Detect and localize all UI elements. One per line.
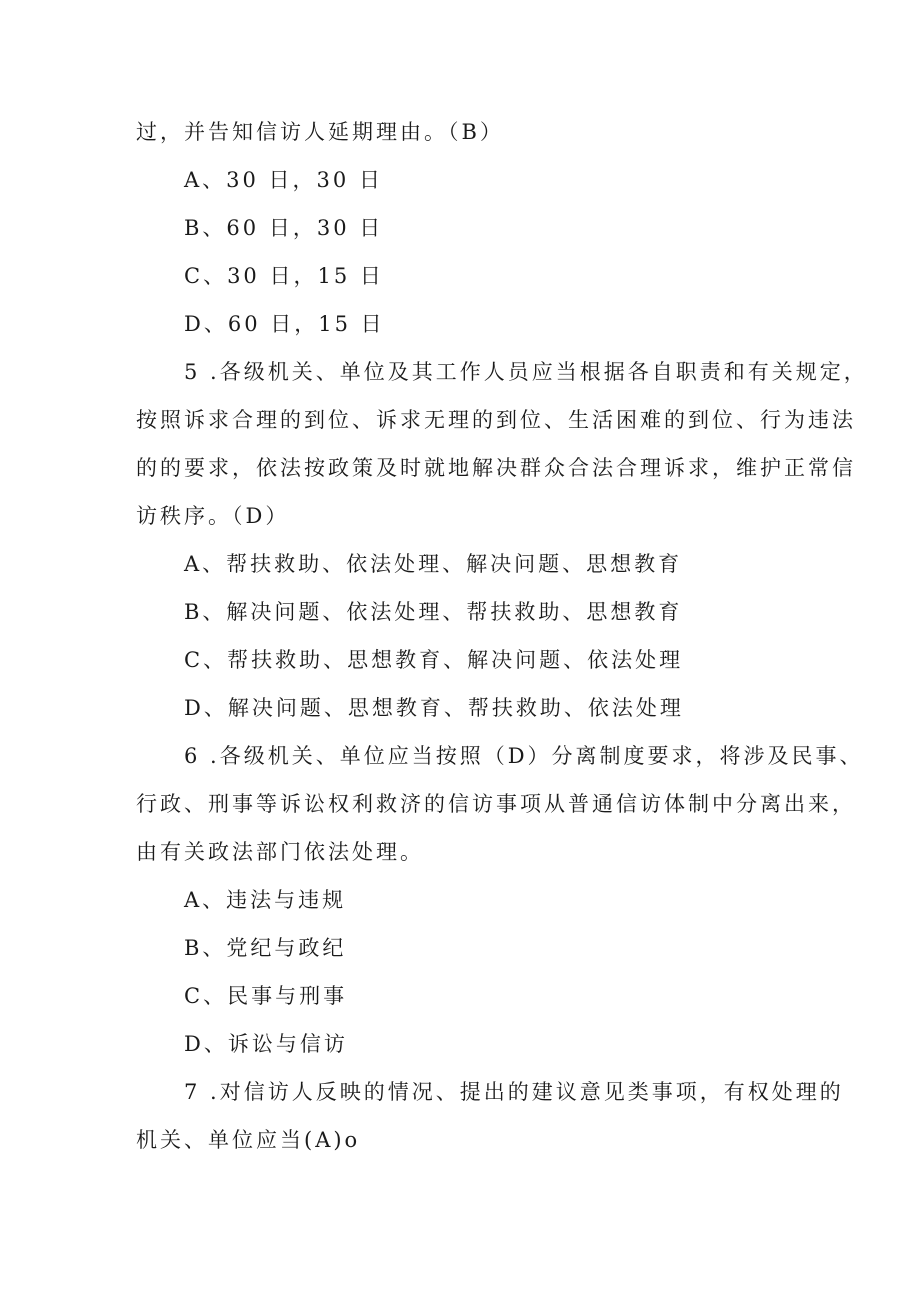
q6-question-line-1: 6 .各级机关、单位应当按照（D）分离制度要求，将涉及民事、: [184, 744, 864, 768]
q4-option-d: D、60 日，15 日: [184, 312, 385, 336]
q5-option-c: C、帮扶救助、思想教育、解决问题、依法处理: [184, 648, 684, 672]
q6-option-d: D、诉讼与信访: [184, 1032, 348, 1056]
q4-option-b: B、60 日，30 日: [184, 216, 384, 240]
q4-option-c: C、30 日，15 日: [184, 264, 384, 288]
q5-option-d: D、解决问题、思想教育、帮扶救助、依法处理: [184, 696, 684, 720]
q5-question-line-4: 访秩序。（D）: [136, 504, 290, 528]
q6-option-c: C、民事与刑事: [184, 984, 348, 1008]
q5-option-a: A、帮扶救助、依法处理、解决问题、思想教育: [184, 552, 683, 576]
q5-question-line-1: 5 .各级机关、单位及其工作人员应当根据各自职责和有关规定，: [184, 360, 868, 384]
q6-option-a: A、违法与违规: [184, 888, 347, 912]
q5-question-line-3: 的的要求，依法按政策及时就地解决群众合法合理诉求，维护正常信: [136, 456, 856, 480]
q7-question-line-1: 7 .对信访人反映的情况、提出的建议意见类事项，有权处理的: [184, 1080, 844, 1104]
q7-question-line-2: 机关、单位应当(A)o: [136, 1128, 361, 1152]
q6-question-line-3: 由有关政法部门依法处理。: [136, 840, 424, 864]
q6-question-line-2: 行政、刑事等诉讼权利救济的信访事项从普通信访体制中分离出来，: [136, 792, 856, 816]
q5-option-b: B、解决问题、依法处理、帮扶救助、思想教育: [184, 600, 683, 624]
q6-option-b: B、党纪与政纪: [184, 936, 347, 960]
q4-option-a: A、30 日，30 日: [184, 168, 383, 192]
q4-tail-line: 过，并告知信访人延期理由。（B）: [136, 120, 504, 144]
q5-question-line-2: 按照诉求合理的到位、诉求无理的到位、生活困难的到位、行为违法: [136, 408, 856, 432]
